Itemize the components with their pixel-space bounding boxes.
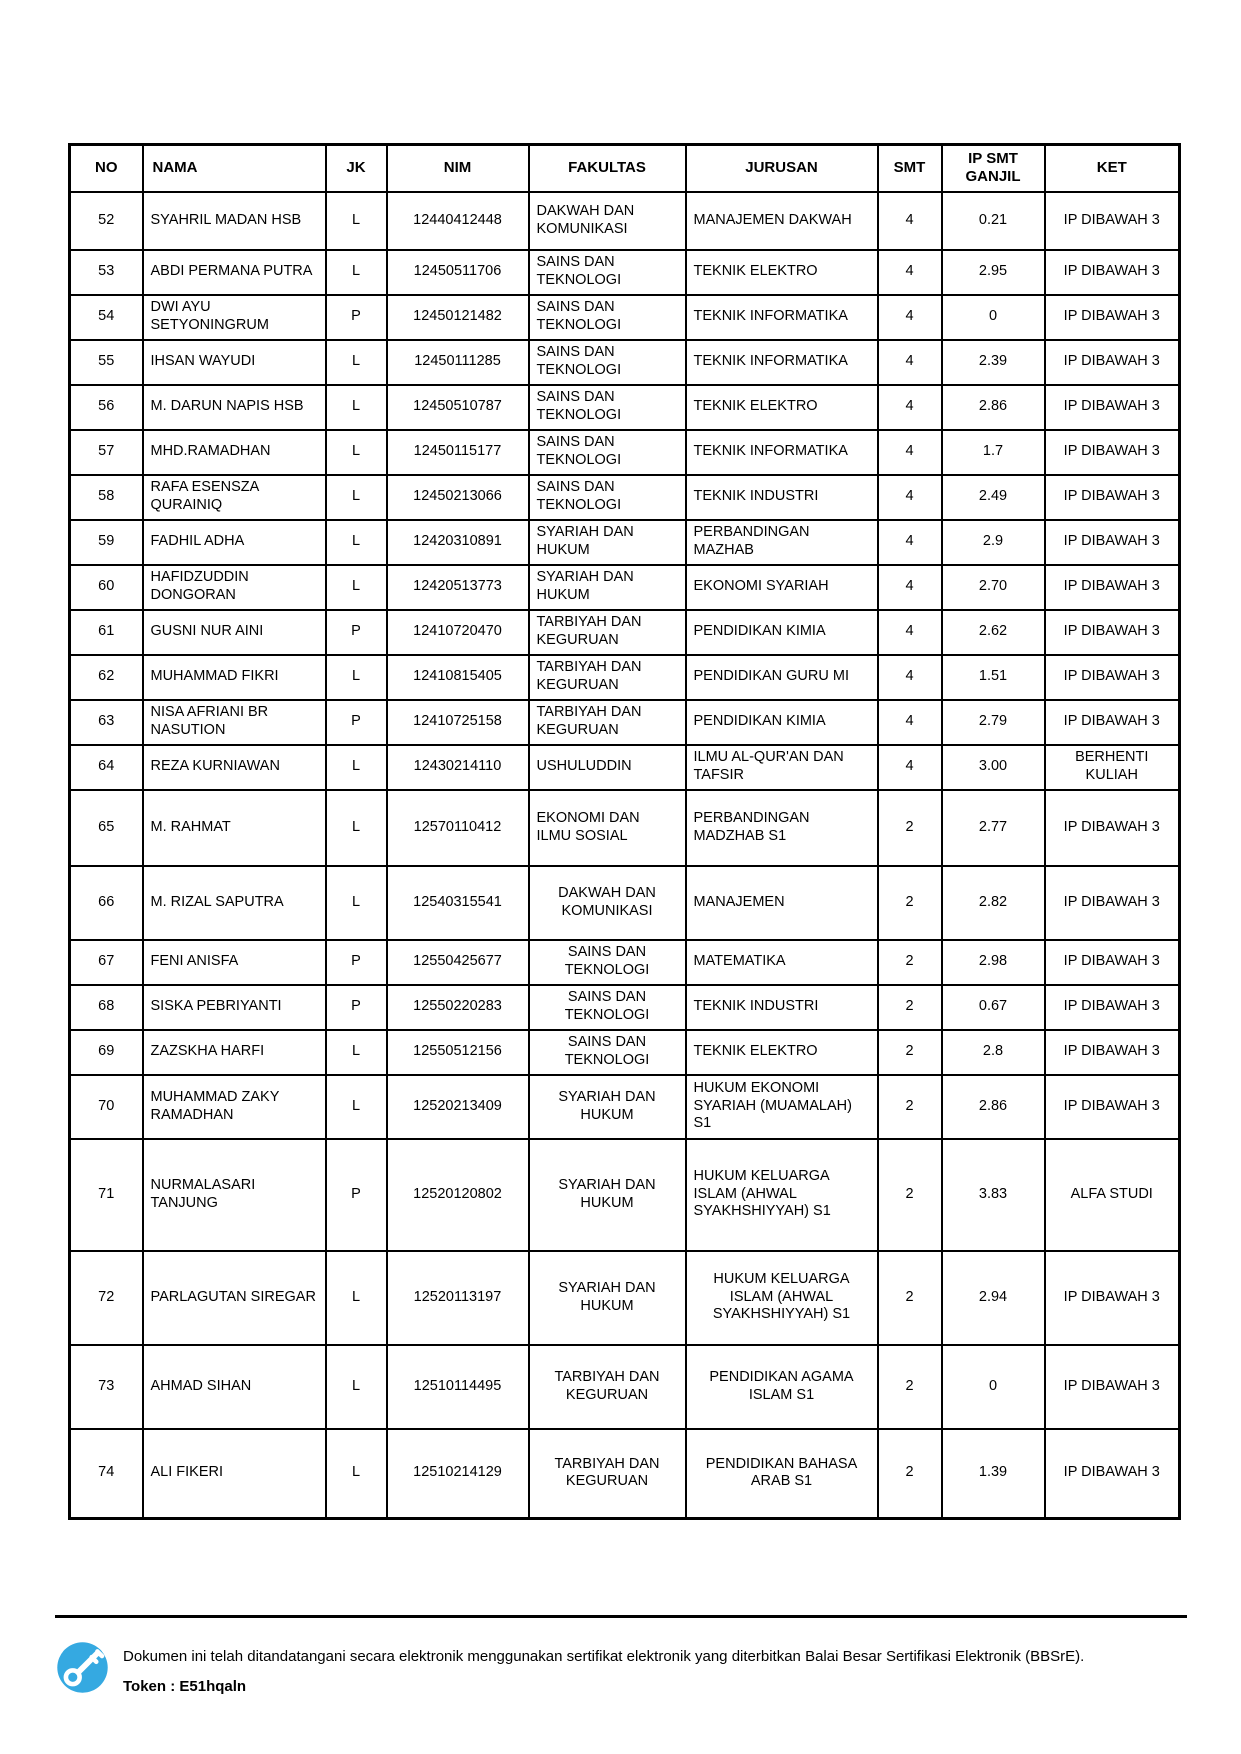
cell-ip-smt-ganjil: 3.83 — [942, 1139, 1045, 1251]
cell-fakultas: SAINS DAN TEKNOLOGI — [529, 1030, 686, 1075]
cell-smt: 2 — [878, 940, 942, 985]
cell-ip-smt-ganjil: 0 — [942, 1345, 1045, 1429]
cell-nama: RAFA ESENSZA QURAINIQ — [143, 475, 326, 520]
cell-jurusan: TEKNIK INFORMATIKA — [686, 340, 878, 385]
table-row — [70, 655, 1180, 700]
table-row — [70, 192, 1180, 250]
cell-jurusan: TEKNIK ELEKTRO — [686, 250, 878, 295]
cell-ket: IP DIBAWAH 3 — [1045, 700, 1180, 745]
cell-jurusan: TEKNIK INFORMATIKA — [686, 430, 878, 475]
cell-ip-smt-ganjil: 3.00 — [942, 745, 1045, 790]
cell-jk: P — [326, 610, 387, 655]
cell-jk: L — [326, 565, 387, 610]
cell-nim: 12420310891 — [387, 520, 529, 565]
cell-ip-smt-ganjil: 1.39 — [942, 1429, 1045, 1519]
cell-fakultas: SAINS DAN TEKNOLOGI — [529, 385, 686, 430]
cell-no: 57 — [70, 430, 143, 475]
cell-ket: ALFA STUDI — [1045, 1139, 1180, 1251]
cell-no: 52 — [70, 192, 143, 250]
cell-nama: NISA AFRIANI BR NASUTION — [143, 700, 326, 745]
cell-no: 65 — [70, 790, 143, 866]
cell-fakultas: SAINS DAN TEKNOLOGI — [529, 940, 686, 985]
cell-jurusan: TEKNIK INFORMATIKA — [686, 295, 878, 340]
cell-nama: M. RIZAL SAPUTRA — [143, 866, 326, 940]
cell-jurusan: HUKUM KELUARGA ISLAM (AHWAL SYAKHSHIYYAH) S1 — [686, 1139, 878, 1251]
cell-no: 66 — [70, 866, 143, 940]
cell-nama: SISKA PEBRIYANTI — [143, 985, 326, 1030]
cell-no: 68 — [70, 985, 143, 1030]
cell-nama: IHSAN WAYUDI — [143, 340, 326, 385]
cell-smt: 4 — [878, 655, 942, 700]
header-ket: KET — [1045, 145, 1180, 192]
cell-ip-smt-ganjil: 2.49 — [942, 475, 1045, 520]
token-label: Token : E51hqaln — [123, 1677, 247, 1695]
cell-ket: IP DIBAWAH 3 — [1045, 565, 1180, 610]
cell-nama: ALI FIKERI — [143, 1429, 326, 1519]
table-row — [70, 520, 1180, 565]
cell-nama: FADHIL ADHA — [143, 520, 326, 565]
cell-nama: GUSNI NUR AINI — [143, 610, 326, 655]
header-smt: SMT — [878, 145, 942, 192]
cell-nama: ABDI PERMANA PUTRA — [143, 250, 326, 295]
cell-fakultas: SAINS DAN TEKNOLOGI — [529, 340, 686, 385]
cell-smt: 4 — [878, 745, 942, 790]
cell-ket: IP DIBAWAH 3 — [1045, 340, 1180, 385]
cell-nama: MUHAMMAD ZAKY RAMADHAN — [143, 1075, 326, 1139]
cell-no: 53 — [70, 250, 143, 295]
cell-smt: 2 — [878, 1429, 942, 1519]
cell-smt: 4 — [878, 520, 942, 565]
cell-no: 70 — [70, 1075, 143, 1139]
cell-no: 64 — [70, 745, 143, 790]
table-row — [70, 1429, 1180, 1519]
cell-smt: 4 — [878, 385, 942, 430]
cell-nim: 12520213409 — [387, 1075, 529, 1139]
cell-smt: 4 — [878, 250, 942, 295]
cell-jk: L — [326, 1251, 387, 1345]
cell-ket: IP DIBAWAH 3 — [1045, 1075, 1180, 1139]
cell-smt: 2 — [878, 985, 942, 1030]
cell-no: 61 — [70, 610, 143, 655]
cell-jk: L — [326, 430, 387, 475]
cell-jk: L — [326, 1429, 387, 1519]
header-nama: NAMA — [143, 145, 326, 192]
cell-nim: 12420513773 — [387, 565, 529, 610]
cell-nim: 12450213066 — [387, 475, 529, 520]
cell-smt: 4 — [878, 565, 942, 610]
cell-ip-smt-ganjil: 0 — [942, 295, 1045, 340]
cell-ket: IP DIBAWAH 3 — [1045, 430, 1180, 475]
cell-ip-smt-ganjil: 2.86 — [942, 385, 1045, 430]
header-jk: JK — [326, 145, 387, 192]
cell-nim: 12520120802 — [387, 1139, 529, 1251]
cell-jk: L — [326, 745, 387, 790]
cell-jurusan: HUKUM KELUARGA ISLAM (AHWAL SYAKHSHIYYAH) S1 — [686, 1251, 878, 1345]
cell-nim: 12450510787 — [387, 385, 529, 430]
table-body — [70, 192, 1180, 1519]
table-header-row — [70, 145, 1180, 192]
cell-jk: L — [326, 866, 387, 940]
cell-jk: L — [326, 192, 387, 250]
cell-smt: 4 — [878, 475, 942, 520]
cell-smt: 2 — [878, 866, 942, 940]
cell-no: 67 — [70, 940, 143, 985]
cell-jk: L — [326, 475, 387, 520]
cell-smt: 2 — [878, 1030, 942, 1075]
cell-ket: IP DIBAWAH 3 — [1045, 192, 1180, 250]
cell-jurusan: MANAJEMEN — [686, 866, 878, 940]
cell-fakultas: TARBIYAH DAN KEGURUAN — [529, 1429, 686, 1519]
cell-nim: 12550220283 — [387, 985, 529, 1030]
cell-smt: 4 — [878, 295, 942, 340]
cell-fakultas: TARBIYAH DAN KEGURUAN — [529, 1345, 686, 1429]
cell-no: 74 — [70, 1429, 143, 1519]
cell-nama: ZAZSKHA HARFI — [143, 1030, 326, 1075]
cell-fakultas: SAINS DAN TEKNOLOGI — [529, 475, 686, 520]
cell-nim: 12510214129 — [387, 1429, 529, 1519]
cell-no: 58 — [70, 475, 143, 520]
table-row — [70, 1345, 1180, 1429]
cell-ip-smt-ganjil: 2.9 — [942, 520, 1045, 565]
table-row — [70, 985, 1180, 1030]
cell-jk: L — [326, 520, 387, 565]
cell-ket: IP DIBAWAH 3 — [1045, 655, 1180, 700]
cell-jurusan: PENDIDIKAN BAHASA ARAB S1 — [686, 1429, 878, 1519]
table-row — [70, 295, 1180, 340]
cell-nama: MHD.RAMADHAN — [143, 430, 326, 475]
cell-smt: 2 — [878, 1251, 942, 1345]
cell-fakultas: EKONOMI DAN ILMU SOSIAL — [529, 790, 686, 866]
cell-ip-smt-ganjil: 1.7 — [942, 430, 1045, 475]
table-row — [70, 385, 1180, 430]
cell-ip-smt-ganjil: 2.62 — [942, 610, 1045, 655]
cell-ip-smt-ganjil: 2.39 — [942, 340, 1045, 385]
cell-jurusan: PERBANDINGAN MADZHAB S1 — [686, 790, 878, 866]
table-row — [70, 790, 1180, 866]
cell-nim: 12410725158 — [387, 700, 529, 745]
cell-jurusan: TEKNIK ELEKTRO — [686, 385, 878, 430]
cell-no: 55 — [70, 340, 143, 385]
cell-fakultas: SYARIAH DAN HUKUM — [529, 1075, 686, 1139]
cell-jurusan: TEKNIK INDUSTRI — [686, 985, 878, 1030]
students-table — [68, 143, 1181, 1520]
footer-divider — [55, 1615, 1187, 1618]
cell-ket: IP DIBAWAH 3 — [1045, 985, 1180, 1030]
bsre-logo — [55, 1640, 110, 1695]
cell-fakultas: SYARIAH DAN HUKUM — [529, 520, 686, 565]
cell-ket: IP DIBAWAH 3 — [1045, 250, 1180, 295]
cell-fakultas: SYARIAH DAN HUKUM — [529, 1139, 686, 1251]
cell-jk: P — [326, 700, 387, 745]
cell-nim: 12510114495 — [387, 1345, 529, 1429]
cell-jurusan: EKONOMI SYARIAH — [686, 565, 878, 610]
cell-nama: NURMALASARI TANJUNG — [143, 1139, 326, 1251]
cell-ket: IP DIBAWAH 3 — [1045, 295, 1180, 340]
cell-smt: 2 — [878, 1139, 942, 1251]
table-row — [70, 1251, 1180, 1345]
header-jurusan: JURUSAN — [686, 145, 878, 192]
cell-nim: 12450111285 — [387, 340, 529, 385]
cell-jurusan: MANAJEMEN DAKWAH — [686, 192, 878, 250]
cell-jk: L — [326, 250, 387, 295]
table-row — [70, 475, 1180, 520]
cell-jurusan: PENDIDIKAN GURU MI — [686, 655, 878, 700]
cell-ip-smt-ganjil: 2.82 — [942, 866, 1045, 940]
cell-ip-smt-ganjil: 0.21 — [942, 192, 1045, 250]
cell-fakultas: SYARIAH DAN HUKUM — [529, 565, 686, 610]
cell-fakultas: DAKWAH DAN KOMUNIKASI — [529, 192, 686, 250]
cell-ket: IP DIBAWAH 3 — [1045, 1030, 1180, 1075]
cell-ket: IP DIBAWAH 3 — [1045, 610, 1180, 655]
header-no: NO — [70, 145, 143, 192]
header-ip-smt-ganjil: IP SMT GANJIL — [942, 145, 1045, 192]
cell-ip-smt-ganjil: 0.67 — [942, 985, 1045, 1030]
cell-no: 69 — [70, 1030, 143, 1075]
cell-jk: L — [326, 1075, 387, 1139]
table-row — [70, 250, 1180, 295]
key-icon — [55, 1640, 110, 1695]
cell-jk: L — [326, 790, 387, 866]
cell-nim: 12570110412 — [387, 790, 529, 866]
cell-ip-smt-ganjil: 2.94 — [942, 1251, 1045, 1345]
table-row — [70, 1030, 1180, 1075]
table-row — [70, 1139, 1180, 1251]
cell-ip-smt-ganjil: 2.77 — [942, 790, 1045, 866]
cell-fakultas: SAINS DAN TEKNOLOGI — [529, 295, 686, 340]
cell-nim: 12410815405 — [387, 655, 529, 700]
footer-text-block — [123, 1640, 1084, 1695]
table-row — [70, 745, 1180, 790]
cell-nama: AHMAD SIHAN — [143, 1345, 326, 1429]
cell-smt: 4 — [878, 192, 942, 250]
cell-no: 62 — [70, 655, 143, 700]
cell-ket: IP DIBAWAH 3 — [1045, 1251, 1180, 1345]
cell-nim: 12430214110 — [387, 745, 529, 790]
cell-ket: IP DIBAWAH 3 — [1045, 385, 1180, 430]
cell-nama: SYAHRIL MADAN HSB — [143, 192, 326, 250]
cell-jurusan: HUKUM EKONOMI SYARIAH (MUAMALAH) S1 — [686, 1075, 878, 1139]
cell-jk: L — [326, 340, 387, 385]
cell-no: 72 — [70, 1251, 143, 1345]
cell-jurusan: MATEMATIKA — [686, 940, 878, 985]
cell-nim: 12440412448 — [387, 192, 529, 250]
cell-jk: L — [326, 655, 387, 700]
cell-ket: IP DIBAWAH 3 — [1045, 475, 1180, 520]
cell-nama: PARLAGUTAN SIREGAR — [143, 1251, 326, 1345]
table-row — [70, 1075, 1180, 1139]
cell-ket: IP DIBAWAH 3 — [1045, 520, 1180, 565]
cell-ip-smt-ganjil: 2.8 — [942, 1030, 1045, 1075]
cell-jurusan: TEKNIK ELEKTRO — [686, 1030, 878, 1075]
cell-fakultas: SAINS DAN TEKNOLOGI — [529, 985, 686, 1030]
header-nim: NIM — [387, 145, 529, 192]
table-row — [70, 866, 1180, 940]
cell-nama: FENI ANISFA — [143, 940, 326, 985]
table-row — [70, 340, 1180, 385]
cell-jk: P — [326, 295, 387, 340]
cell-jk: P — [326, 985, 387, 1030]
cell-no: 63 — [70, 700, 143, 745]
cell-smt: 4 — [878, 610, 942, 655]
table-row — [70, 940, 1180, 985]
cell-jurusan: PENDIDIKAN AGAMA ISLAM S1 — [686, 1345, 878, 1429]
cell-smt: 4 — [878, 700, 942, 745]
cell-nim: 12450511706 — [387, 250, 529, 295]
cell-ket: IP DIBAWAH 3 — [1045, 940, 1180, 985]
header-fakultas: FAKULTAS — [529, 145, 686, 192]
cell-smt: 4 — [878, 340, 942, 385]
cell-ket: IP DIBAWAH 3 — [1045, 1429, 1180, 1519]
cell-ket: BERHENTI KULIAH — [1045, 745, 1180, 790]
cell-jurusan: PERBANDINGAN MAZHAB — [686, 520, 878, 565]
cell-ip-smt-ganjil: 2.98 — [942, 940, 1045, 985]
cell-ket: IP DIBAWAH 3 — [1045, 866, 1180, 940]
cell-jk: P — [326, 940, 387, 985]
cell-jurusan: TEKNIK INDUSTRI — [686, 475, 878, 520]
cell-nim: 12550512156 — [387, 1030, 529, 1075]
cell-fakultas: TARBIYAH DAN KEGURUAN — [529, 700, 686, 745]
cell-smt: 4 — [878, 430, 942, 475]
cell-ip-smt-ganjil: 2.95 — [942, 250, 1045, 295]
cell-fakultas: SAINS DAN TEKNOLOGI — [529, 430, 686, 475]
cell-no: 56 — [70, 385, 143, 430]
table-row — [70, 610, 1180, 655]
cell-nama: M. RAHMAT — [143, 790, 326, 866]
cell-jurusan: ILMU AL-QUR'AN DAN TAFSIR — [686, 745, 878, 790]
cell-jurusan: PENDIDIKAN KIMIA — [686, 610, 878, 655]
cell-nama: DWI AYU SETYONINGRUM — [143, 295, 326, 340]
cell-jk: L — [326, 1345, 387, 1429]
cell-ip-smt-ganjil: 2.70 — [942, 565, 1045, 610]
cell-nama: M. DARUN NAPIS HSB — [143, 385, 326, 430]
cell-no: 71 — [70, 1139, 143, 1251]
cell-fakultas: SAINS DAN TEKNOLOGI — [529, 250, 686, 295]
cell-no: 60 — [70, 565, 143, 610]
cell-fakultas: SYARIAH DAN HUKUM — [529, 1251, 686, 1345]
cell-smt: 2 — [878, 1075, 942, 1139]
cell-nama: MUHAMMAD FIKRI — [143, 655, 326, 700]
cell-no: 59 — [70, 520, 143, 565]
cell-no: 73 — [70, 1345, 143, 1429]
cell-fakultas: TARBIYAH DAN KEGURUAN — [529, 610, 686, 655]
electronic-signature-footer — [55, 1640, 1205, 1695]
cell-fakultas: USHULUDDIN — [529, 745, 686, 790]
table-row — [70, 565, 1180, 610]
cell-jk: L — [326, 385, 387, 430]
cell-nim: 12550425677 — [387, 940, 529, 985]
cell-nim: 12520113197 — [387, 1251, 529, 1345]
cell-nama: HAFIDZUDDIN DONGORAN — [143, 565, 326, 610]
cell-fakultas: TARBIYAH DAN KEGURUAN — [529, 655, 686, 700]
cell-nim: 12450115177 — [387, 430, 529, 475]
cell-ip-smt-ganjil: 1.51 — [942, 655, 1045, 700]
cell-jurusan: PENDIDIKAN KIMIA — [686, 700, 878, 745]
cell-ket: IP DIBAWAH 3 — [1045, 1345, 1180, 1429]
cell-smt: 2 — [878, 1345, 942, 1429]
cell-ket: IP DIBAWAH 3 — [1045, 790, 1180, 866]
cell-smt: 2 — [878, 790, 942, 866]
cell-no: 54 — [70, 295, 143, 340]
cell-ip-smt-ganjil: 2.79 — [942, 700, 1045, 745]
cell-ip-smt-ganjil: 2.86 — [942, 1075, 1045, 1139]
cell-nama: REZA KURNIAWAN — [143, 745, 326, 790]
cell-jk: L — [326, 1030, 387, 1075]
table-row — [70, 700, 1180, 745]
cell-fakultas: DAKWAH DAN KOMUNIKASI — [529, 866, 686, 940]
signature-note: Dokumen ini telah ditandatangani secara elektronik menggunakan sertifikat elektronik yang diterbitkan Balai Besar Sertifikasi Elektronik (BBSrE). — [123, 1648, 1085, 1665]
cell-nim: 12450121482 — [387, 295, 529, 340]
table-row — [70, 430, 1180, 475]
cell-nim: 12410720470 — [387, 610, 529, 655]
cell-nim: 12540315541 — [387, 866, 529, 940]
cell-jk: P — [326, 1139, 387, 1251]
